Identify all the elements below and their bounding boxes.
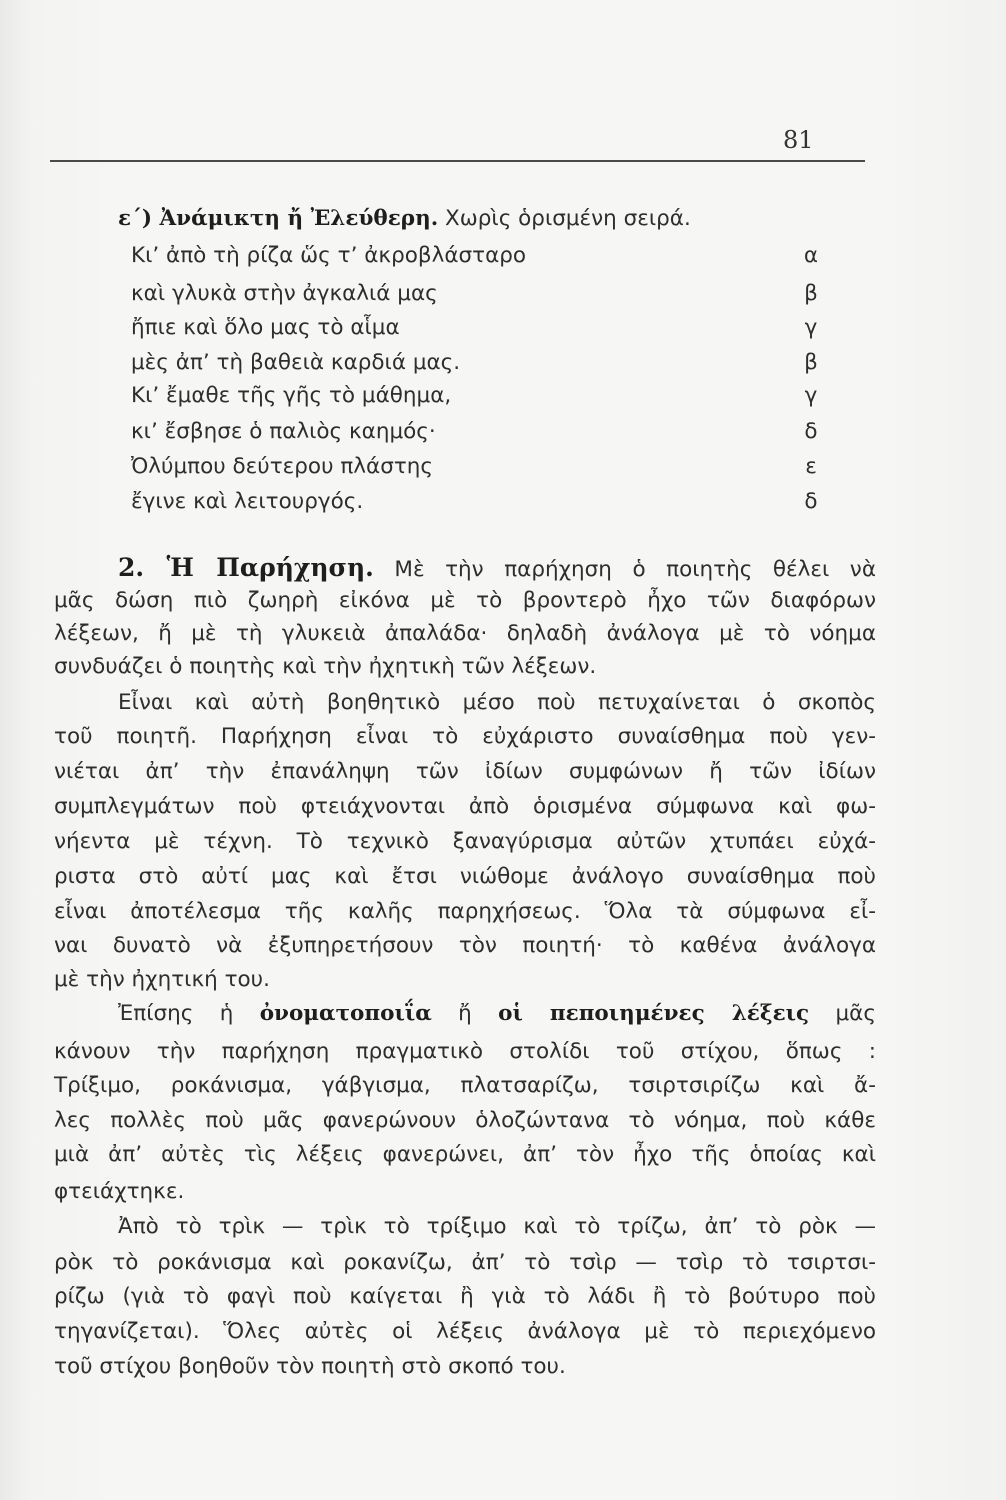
text-line: νήεντα μὲ τέχνη. Τὸ τεχνικὸ ξαναγύρισμα αὐτῶν χτυπάει εὐχά- [54, 829, 876, 854]
rhyme-letter: ε [805, 454, 817, 479]
term-made-words: οἱ πεποιημένες λέξεις [498, 1001, 810, 1026]
onomatopoeia-line [118, 999, 876, 1029]
text-line: λέξεων, ἤ μὲ τὴ γλυκειὰ ἀπαλάδα· δηλαδὴ ἀνάλογα μὲ τὸ νόημα [54, 621, 876, 646]
header-rule [50, 160, 865, 162]
text-line: νιέται ἀπ’ τὴν ἐπανάληψη τῶν ἰδίων συμφώνων ἤ τῶν ἰδίων [54, 759, 876, 784]
text-line: φτειάχτηκε. [54, 1179, 185, 1204]
poem-line: Ὀλύμπου δεύτερου πλάστης [131, 454, 434, 479]
text-line: μιὰ ἀπ’ αὐτὲς τὶς λέξεις φανερώνει, ἀπ’ τὸν ἦχο τῆς ὁποίας καὶ [54, 1142, 876, 1167]
poem-line: ἔγινε καὶ λειτουργός. [131, 489, 364, 514]
rhyme-letter: δ [804, 419, 818, 444]
text-line: ρίζω (γιὰ τὸ φαγὶ ποὺ καίγεται ἢ γιὰ τὸ λάδι ἢ τὸ βούτυρο ποὺ [54, 1284, 876, 1309]
page-number: 81 [783, 126, 814, 154]
text-line: Ἀπὸ τὸ τρὶκ — τρὶκ τὸ τρίξιμο καὶ τὸ τρίζω, ἀπ’ τὸ ρὸκ — [118, 1214, 876, 1239]
poem-line: κι’ ἔσβησε ὁ παλιὸς καημός· [131, 419, 436, 444]
text-fragment: Ἐπίσης ἡ [118, 1001, 234, 1026]
text-line: συμπλεγμάτων ποὺ φτειάχνονται ἀπὸ ὁρισμένα σύμφωνα καὶ φω- [54, 794, 876, 819]
rhyme-letter: γ [804, 315, 818, 340]
rhyme-letter: γ [804, 383, 818, 408]
text-line: κάνουν τὴν παρήχηση πραγματικὸ στολίδι τοῦ στίχου, ὅπως : [54, 1039, 876, 1064]
text-line: μᾶς δώση πιὸ ζωηρὴ εἰκόνα μὲ τὸ βροντερὸ ἦχο τῶν διαφόρων [54, 588, 876, 613]
rhyme-letter: δ [804, 489, 818, 514]
poem-line: Κι’ ἔμαθε τῆς γῆς τὸ μάθημα, [131, 383, 452, 408]
section-e-label: ε΄) Ἀνάμικτη ἤ Ἐλεύθερη. [118, 206, 439, 231]
text-line: λες πολλὲς ποὺ μᾶς φανερώνουν ὁλοζώντανα τὸ νόημα, ποὺ κάθε [54, 1108, 876, 1133]
section-e-heading [118, 204, 878, 234]
rhyme-letter: α [803, 243, 819, 268]
text-line: μὲ τὴν ἠχητική του. [54, 967, 270, 992]
text-line: τοῦ στίχου βοηθοῦν τὸν ποιητὴ στὸ σκοπό του. [54, 1354, 566, 1379]
text-fragment: ἤ [458, 1001, 472, 1026]
text-line: εἶναι ἀποτέλεσμα τῆς καλῆς παρηχήσεως. Ὅλα τὰ σύμφωνα εἶ- [54, 899, 876, 924]
poem-line: καὶ γλυκὰ στὴν ἀγκαλιά μας [131, 281, 438, 306]
text-line: τοῦ ποιητῆ. Παρήχηση εἶναι τὸ εὐχάριστο συναίσθημα ποὺ γεν- [54, 724, 876, 749]
section-e-text: Χωρὶς ὁρισμένη σειρά. [445, 206, 691, 231]
poem-line: μὲς ἀπ’ τὴ βαθειὰ καρδιά μας. [131, 350, 461, 375]
rhyme-letter: β [804, 350, 818, 375]
section-2-first-line: Μὲ τὴν παρήχηση ὁ ποιητὴς θέλει νὰ [394, 557, 876, 582]
text-line: Εἶναι καὶ αὐτὴ βοηθητικὸ μέσο ποὺ πετυχαίνεται ὁ σκοπὸς [118, 690, 876, 715]
term-onomatopoeia: ὀνοματοποιΐα [259, 1001, 432, 1026]
text-line: τηγανίζεται). Ὅλες αὐτὲς οἱ λέξεις ἀνάλογα μὲ τὸ περιεχόμενο [54, 1319, 876, 1344]
poem-line: Κι’ ἀπὸ τὴ ρίζα ὥς τ’ ἀκροβλάσταρο [131, 243, 527, 268]
poem-line: ἤπιε καὶ ὅλο μας τὸ αἷμα [131, 315, 400, 340]
text-line: ριστα στὸ αὐτί μας καὶ ἔτσι νιώθομε ἀνάλογο συναίσθημα ποὺ [54, 864, 876, 889]
rhyme-letter: β [804, 281, 818, 306]
text-fragment: μᾶς [835, 1001, 876, 1026]
text-line: ναι δυνατὸ νὰ ἐξυπηρετήσουν τὸν ποιητή· τὸ καθένα ἀνάλογα [54, 933, 876, 958]
text-line: συνδυάζει ὁ ποιητὴς καὶ τὴν ἠχητικὴ τῶν λέξεων. [54, 654, 597, 679]
section-2-heading [118, 553, 876, 585]
text-line: Τρίξιμο, ροκάνισμα, γάβγισμα, πλατσαρίζω, τσιρτσιρίζω καὶ ἄ- [54, 1073, 876, 1098]
text-line: ρὸκ τὸ ροκάνισμα καὶ ροκανίζω, ἀπ’ τὸ τσὶρ — τσὶρ τὸ τσιρτσι- [54, 1250, 876, 1275]
section-2-title: 2. Ἡ Παρήχηση. [118, 553, 374, 582]
